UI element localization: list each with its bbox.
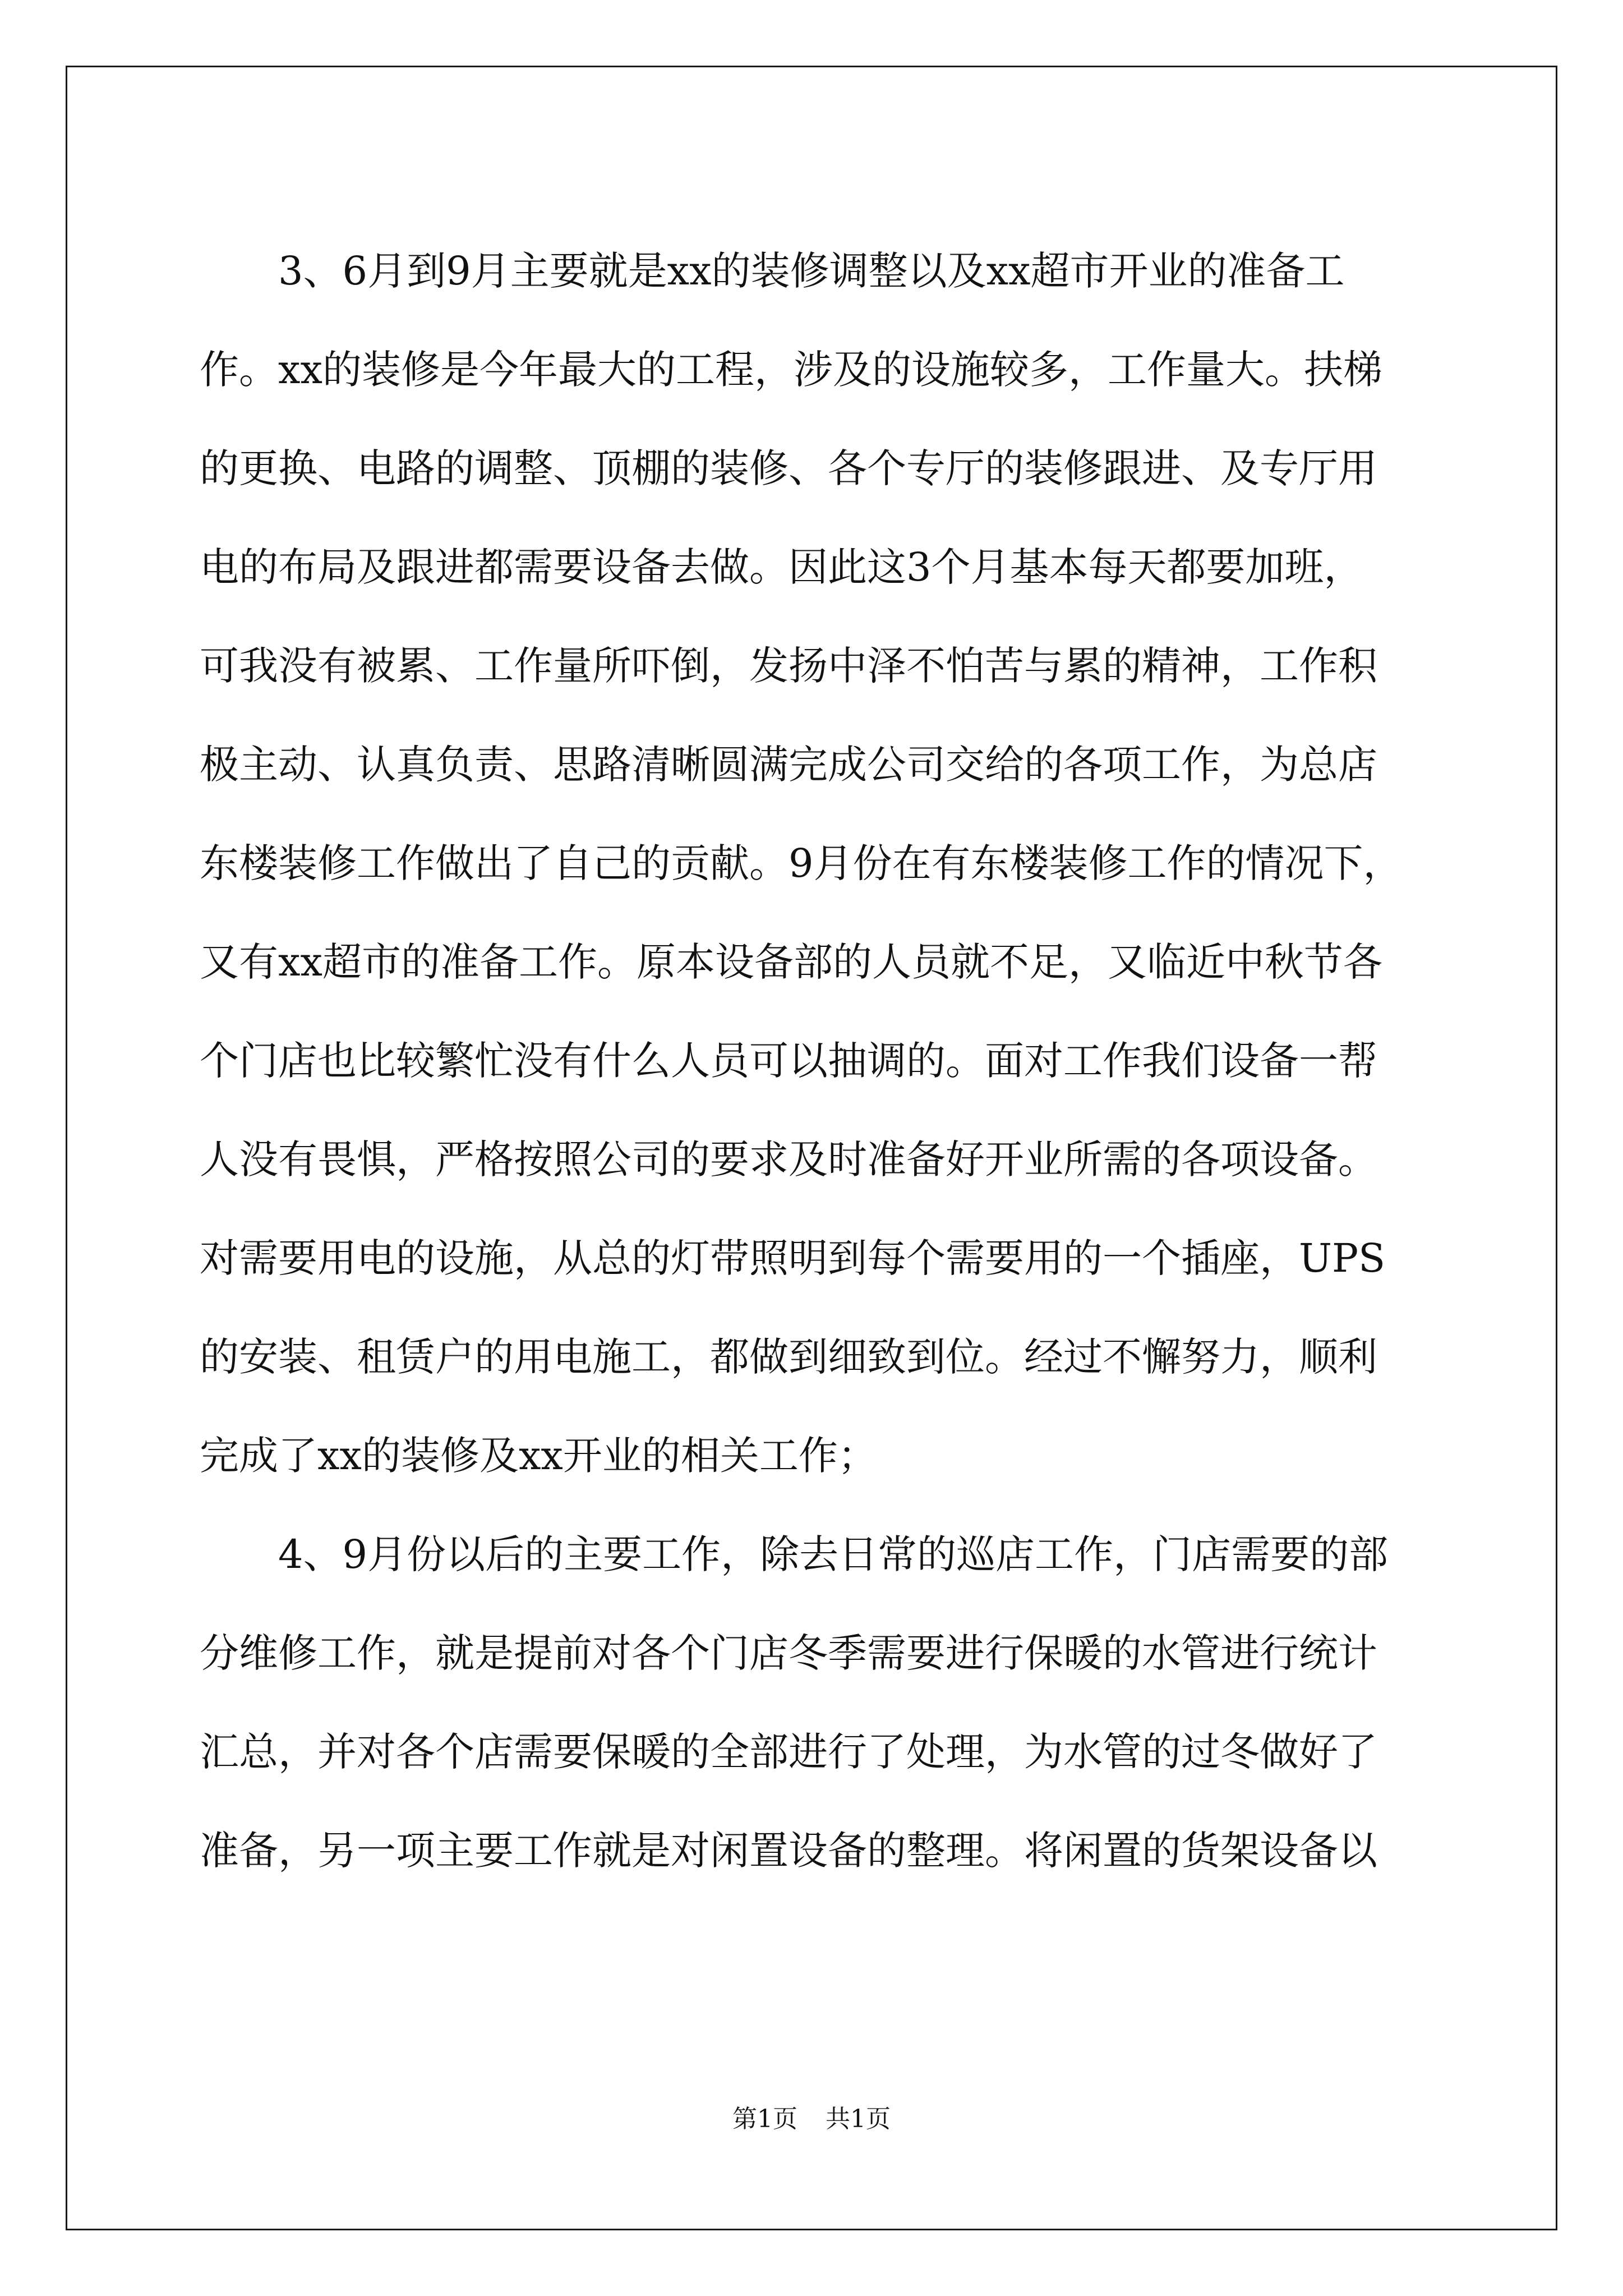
paragraph-3-line-9: 个门店也比较繁忙没有什么人员可以抽调的。面对工作我们设备一帮 (200, 1038, 1377, 1084)
paragraph-4-line-3: 汇总，并对各个店需要保暖的全部进行了处理，为水管的过冬做好了 (200, 1729, 1377, 1775)
paragraph-3-line-2: 作。xx的装修是今年最大的工程，涉及的设施较多，工作量大。扶梯 (200, 347, 1382, 393)
paragraph-3-line-11: 对需要用电的设施，从总的灯带照明到每个需要用的一个插座，UPS (200, 1235, 1386, 1281)
paragraph-3-line-1: 3、6月到9月主要就是xx的装修调整以及xx超市开业的准备工 (278, 248, 1345, 294)
paragraph-3-line-6: 极主动、认真负责、思路清晰圆满完成公司交给的各项工作，为总店 (200, 742, 1377, 788)
paragraph-3-line-8: 又有xx超市的准备工作。原本设备部的人员就不足，又临近中秋节各 (200, 939, 1382, 985)
paragraph-3-line-3: 的更换、电路的调整、顶棚的装修、各个专厅的装修跟进、及专厅用 (200, 445, 1377, 491)
paragraph-3-line-5: 可我没有被累、工作量所吓倒，发扬中泽不怕苦与累的精神，工作积 (200, 643, 1377, 689)
paragraph-4-line-2: 分维修工作，就是提前对各个门店冬季需要进行保暖的水管进行统计 (200, 1630, 1377, 1676)
paragraph-3-line-13: 完成了xx的装修及xx开业的相关工作； (200, 1433, 877, 1479)
page-number: 第1页 (732, 2105, 797, 2133)
paragraph-4-line-1: 4、9月份以后的主要工作，除去日常的巡店工作，门店需要的部 (278, 1531, 1389, 1577)
paragraph-3-line-12: 的安装、租赁户的用电施工，都做到细致到位。经过不懈努力，顺利 (200, 1334, 1377, 1380)
page-total: 共1页 (826, 2105, 891, 2133)
document-body (200, 222, 1467, 1900)
paragraph-4-line-4: 准备，另一项主要工作就是对闲置设备的整理。将闲置的货架设备以 (200, 1828, 1377, 1874)
page-footer (0, 2099, 1623, 2134)
paragraph-3-line-7: 东楼装修工作做出了自己的贡献。9月份在有东楼装修工作的情况下， (200, 840, 1403, 886)
paragraph-3-line-10: 人没有畏惧，严格按照公司的要求及时准备好开业所需的各项设备。 (200, 1137, 1377, 1182)
paragraph-3-line-4: 电的布局及跟进都需要设备去做。因此这3个月基本每天都要加班， (200, 544, 1363, 590)
